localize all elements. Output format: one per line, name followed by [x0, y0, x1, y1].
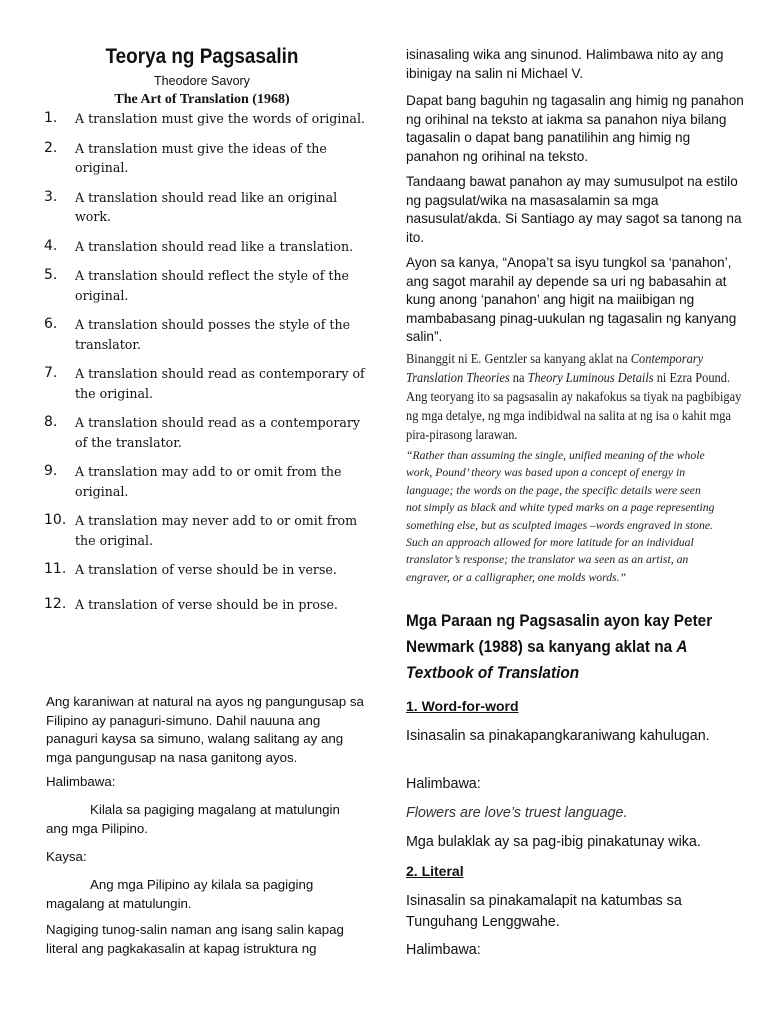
newmark-heading-text: Mga Paraan ng Pagsasalin ayon kay Peter Newmark (1988) sa kanyang aklat na: [406, 612, 713, 656]
rule-text: A translation of verse should be in verse.: [75, 562, 337, 577]
paragraph-panahon-estilo: Tandaang bawat panahon ay may sumusulpot na estilo ng pagsulat/wika na masasalamin sa mga nasusulat/akda. Si Santiago ay may sagot sa tanong na ito.: [406, 174, 742, 245]
rule-item: [44, 109, 366, 129]
author-name: Theodore Savory: [154, 74, 250, 88]
halimbawa-label-3: Halimbawa:: [406, 942, 481, 958]
rule-item: [44, 139, 366, 178]
rule-text: A translation should read as a contemporary of the translator.: [75, 415, 360, 450]
pound-quote: “Rather than assuming the single, unified meaning of the whole work, Pound’ theory was based upon a concept of energy in language; the words on the page, the specific details were seen not simply as black and white typed marks on a page representing something else, but as sculpted images –words engraved in stone. Such an approach allowed for more latitude for an individual translator’s response; the translator wa seen as an artist, an engraver, or a calligrapher, one molds words.”: [406, 449, 715, 584]
rule-number: 8.: [44, 414, 58, 430]
textbook-of-translation-title: A Textbook of Translation: [406, 638, 687, 682]
rule-text: A translation must give the ideas of the original.: [75, 140, 327, 175]
example-simuno-panaguri: Ang mga Pilipino ay kilala sa pagiging magalang at matulungin.: [46, 877, 314, 911]
rule-item: [44, 595, 366, 615]
rule-number: 9.: [44, 463, 58, 479]
rule-text: A translation should read like a translation.: [75, 238, 354, 254]
book-contemporary-translation-theories: Contemporary Translation Theories: [406, 351, 704, 385]
rule-text: A translation may add to or omit from the original.: [75, 464, 342, 499]
theory-luminous-details: Theory Luminous Details: [527, 370, 654, 385]
rule-number: 2.: [44, 139, 58, 156]
rule-number: 3.: [44, 188, 58, 205]
page-title: Teorya ng Pagsasalin: [105, 45, 299, 68]
kaysa-label: Kaysa:: [46, 849, 87, 864]
example-panaguri-simuno: Kilala sa pagiging magalang at matulungin ang mga Pilipino.: [46, 802, 340, 836]
rule-number: 10.: [44, 512, 67, 528]
subheading-word-for-word: 1. Word-for-word: [406, 698, 519, 714]
rule-text: A translation must give the words of original.: [75, 111, 365, 126]
rule-number: 11.: [44, 561, 67, 577]
example-english: Flowers are love’s truest language.: [406, 805, 628, 821]
translation-rules-list: [44, 109, 366, 614]
definition-literal: Isinasalin sa pinakamalapit na katumbas sa Tunguhang Lenggwahe.: [406, 893, 682, 930]
definition-word-for-word: Isinasalin sa pinakapangkaraniwang kahulugan.: [406, 728, 710, 744]
halimbawa-label: Halimbawa:: [46, 774, 116, 789]
rule-number: 5.: [44, 267, 58, 283]
rule-text: A translation should read as contemporary of the original.: [75, 366, 365, 401]
rule-item: [44, 237, 366, 257]
example-filipino: Mga bulaklak ay sa pag-ibig pinakatunay wika.: [406, 834, 701, 850]
rule-text: A translation should read like an original work.: [75, 189, 338, 224]
rule-number: 4.: [44, 237, 58, 254]
rule-text: A translation may never add to or omit from the original.: [75, 513, 358, 548]
subheading-literal: 2. Literal: [406, 863, 464, 879]
rule-text: A translation of verse should be in prose.: [75, 596, 338, 612]
rule-item: [44, 462, 366, 501]
paragraph-tunog-salin: Nagiging tunog-salin naman ang isang salin kapag literal ang pagkakasalin at kapag istruktura ng: [46, 922, 344, 956]
rule-text: A translation should reflect the style of the original.: [75, 268, 350, 303]
rule-number: 1.: [44, 110, 58, 126]
rule-number: 6.: [44, 316, 58, 332]
paragraph-santiago-quote: Ayon sa kanya, “Anopa’t sa isyu tungkol sa ‘panahon’, ang sagot marahil ay depende sa uri ng babasahin at kung anong ‘panahon’ ang higit na maiibigan ng mambabasang pinag-uukulan ng tagasalin ng kanyang salin”.: [406, 255, 737, 344]
rule-item: [44, 413, 366, 452]
paragraph-michael-v: isinasaling wika ang sinunod. Halimbawa nito ay ang ibinigay na salin ni Michael V.: [406, 47, 724, 81]
rule-item: [44, 560, 366, 580]
gentzler-text-c: na: [509, 370, 528, 385]
paragraph-ayos: Ang karaniwan at natural na ayos ng pangungusap sa Filipino ay panaguri-simuno. Dahil nauuna ang panaguri kaysa sa simuno, walang salitang ay ang mga pangungusap na nasa ganitong ayos.: [46, 694, 364, 765]
gentzler-text-e: ni Ezra Pound. Ang teoryang ito sa pagsasalin ay nakafokus sa tiyak na pagbibigay ng mga detalye, ng mga indibidwal na salita at ng isa o kahit mga pira-pirasong larawan.: [406, 370, 742, 442]
rule-item: [44, 364, 366, 403]
paragraph-gentzler: [406, 349, 752, 444]
rule-number: 7.: [44, 365, 58, 381]
rule-text: A translation should posses the style of the translator.: [75, 317, 351, 352]
rule-item: [44, 511, 366, 550]
book-title: The Art of Translation (1968): [114, 92, 290, 107]
rule-item: [44, 315, 366, 354]
halimbawa-label-2: Halimbawa:: [406, 776, 481, 792]
newmark-heading: [406, 608, 750, 686]
rule-item: [44, 266, 366, 305]
rule-number: 12.: [44, 595, 67, 612]
gentzler-text-a: Binanggit ni E. Gentzler sa kanyang aklat na: [406, 351, 631, 366]
paragraph-himig: Dapat bang baguhin ng tagasalin ang himig ng panahon ng orihinal na teksto at iakma sa panahon niya bilang tagasalin o dapat bang panatilihin ang himig ng panahon ng orihinal na teksto.: [406, 93, 744, 164]
rule-item: [44, 188, 366, 227]
